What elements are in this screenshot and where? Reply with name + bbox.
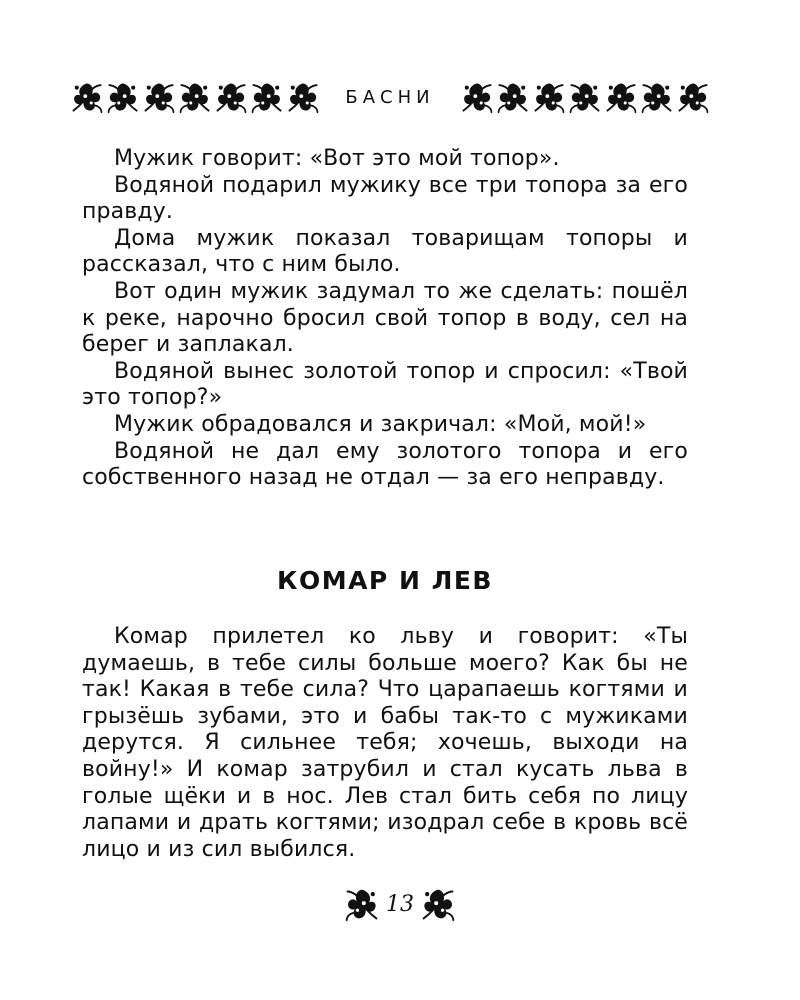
left-ornament-row	[70, 80, 320, 114]
vine-leaf-ornament-icon	[142, 80, 176, 114]
paragraph: Водяной вынес золотой топор и спросил: «Твой это топор?»	[82, 358, 688, 411]
vine-leaf-ornament-icon	[568, 80, 602, 114]
story-two-text	[82, 624, 688, 863]
vine-leaf-ornament-icon	[604, 80, 638, 114]
vine-leaf-ornament-icon	[214, 80, 248, 114]
vine-leaf-ornament-icon	[344, 886, 380, 922]
right-ornament-row	[460, 80, 710, 114]
vine-leaf-ornament-icon	[496, 80, 530, 114]
paragraph: Мужик обрадовался и закричал: «Мой, мой!»	[114, 411, 647, 437]
vine-leaf-ornament-icon	[286, 80, 320, 114]
vine-leaf-ornament-icon	[70, 80, 104, 114]
paragraph: Водяной подарил мужику все три топора за его правду.	[82, 172, 688, 225]
paragraph: Мужик говорит: «Вот это мой топор».	[114, 146, 560, 171]
vine-leaf-ornament-icon	[250, 80, 284, 114]
paragraph: Комар прилетел ко льву и говорит: «Ты думаешь, в тебе силы больше моего? Как бы не так! Какая в тебе сила? Что царапаешь когтями и грызёшь зубами, это и бабы так-то с мужиками дерутся. Я сильнее тебя; хочешь, выходи на войну!» И комар затрубил и стал кусать льва в голые щёки и в нос. Лев стал бить себя по лицу лапами и драть когтями; изодрал себе в кровь всё лицо и из сил выбился.	[82, 624, 688, 862]
vine-leaf-ornament-icon	[420, 886, 456, 922]
section-title: БАСНИ	[345, 86, 435, 108]
page-number: 13	[386, 891, 414, 917]
vine-leaf-ornament-icon	[676, 80, 710, 114]
page-header	[70, 72, 710, 122]
story-title: КОМАР И ЛЕВ	[277, 566, 493, 595]
paragraph: Водяной не дал ему золотого топора и его собственного назад не отдал — за его неправду.	[82, 438, 688, 491]
vine-leaf-ornament-icon	[178, 80, 212, 114]
paragraph: Вот один мужик задумал то же сделать: пошёл к реке, нарочно бросил свой топор в воду, сел на берег и заплакал.	[82, 278, 688, 358]
vine-leaf-ornament-icon	[106, 80, 140, 114]
page-footer	[0, 884, 800, 924]
vine-leaf-ornament-icon	[460, 80, 494, 114]
paragraph: Дома мужик показал товарищам топоры и рассказал, что с ним было.	[82, 225, 688, 278]
vine-leaf-ornament-icon	[532, 80, 566, 114]
vine-leaf-ornament-icon	[640, 80, 674, 114]
story-one-text	[82, 146, 688, 492]
